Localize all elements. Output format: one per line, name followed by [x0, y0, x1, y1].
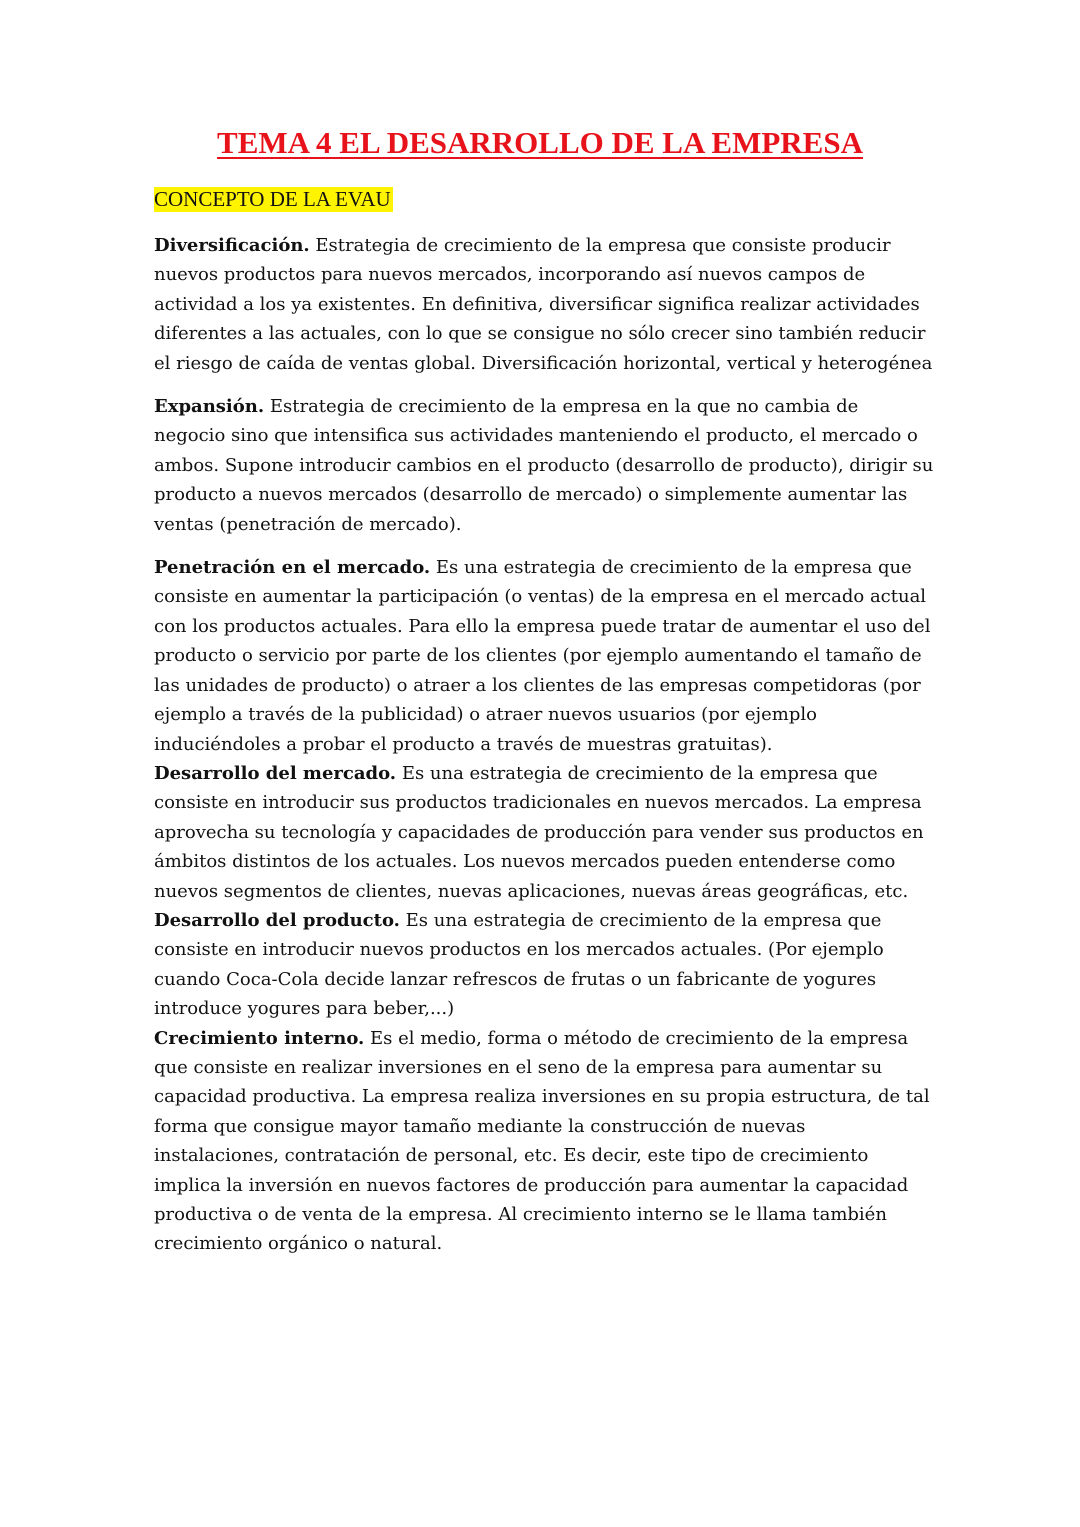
page-title-text: TEMA 4 EL DESARROLLO DE LA EMPRESA [217, 125, 863, 160]
section-heading [154, 186, 393, 212]
definition-term: Crecimiento interno. [154, 1027, 365, 1049]
page-title [0, 124, 1080, 161]
definition-text: Es una estrategia de crecimiento de la empresa que consiste en aumentar la participación (o ventas) de la empresa en el mercado actual con los productos actuales. Para ello la empresa puede tratar de aumentar el uso del producto o servicio por parte de los clientes (por ejemplo aumentando el tamaño de las unidades de producto) o atraer a los clientes de las empresas competidoras (por ejemplo a través de la publicidad) o atraer nuevos usuarios (por ejemplo induciéndoles a probar el producto a través de muestras gratuitas). [154, 557, 931, 755]
definition-text: Es una estrategia de crecimiento de la empresa que consiste en introducir nuevos productos en los mercados actuales. (Por ejemplo cuando Coca-Cola decide lanzar refrescos de frutas o un fabricante de yogures introduce yogures para beber,...) [154, 909, 884, 1020]
definition-term: Desarrollo del producto. [154, 909, 400, 931]
definition-paragraph-crecimiento-interno [154, 1024, 934, 1259]
definition-text: Es el medio, forma o método de crecimiento de la empresa que consiste en realizar inversiones en el seno de la empresa para aumentar su capacidad productiva. La empresa realiza inversiones en su propia estructura, de tal forma que consigue mayor tamaño mediante la construcción de nuevas instalaciones, contratación de personal, etc. Es decir, este tipo de crecimiento implica la inversión en nuevos factores de producción para aumentar la capacidad productiva o de venta de la empresa. Al crecimiento interno se le llama también crecimiento orgánico o natural. [154, 1027, 930, 1255]
definition-term: Expansión. [154, 396, 265, 418]
definition-paragraph-desarrollo-producto [154, 906, 934, 1024]
section-heading-text: CONCEPTO DE LA EVAU [154, 187, 391, 211]
definition-term: Desarrollo del mercado. [154, 762, 397, 784]
definition-term: Diversificación. [154, 235, 310, 256]
definition-paragraph-expansion [154, 392, 934, 539]
definition-text: Estrategia de crecimiento de la empresa que consiste producir nuevos productos para nuevos mercados, incorporando así nuevos campos de actividad a los ya existentes. En definitiva, diversificar significa realizar actividades diferentes a las actuales, con lo que se consigue no sólo crecer sino también reducir el riesgo de caída de ventas global. Diversificación horizontal, vertical y heterogénea [154, 235, 933, 374]
definition-text: Es una estrategia de crecimiento de la empresa que consiste en introducir sus productos tradicionales en nuevos mercados. La empresa aprovecha su tecnología y capacidades de producción para vender sus productos en ámbitos distintos de los actuales. Los nuevos mercados pueden entenderse como nuevos segmentos de clientes, nuevas aplicaciones, nuevas áreas geográficas, etc. [154, 762, 924, 902]
definition-paragraph-penetracion [154, 553, 934, 759]
definition-paragraph-diversificacion [154, 231, 934, 378]
definition-paragraph-desarrollo-mercado [154, 759, 934, 906]
definition-term: Penetración en el mercado. [154, 557, 431, 579]
definitions-body [154, 231, 934, 1259]
definition-text: Estrategia de crecimiento de la empresa en la que no cambia de negocio sino que intensifica sus actividades manteniendo el producto, el mercado o ambos. Supone introducir cambios en el producto (desarrollo de producto), dirigir su producto a nuevos mercados (desarrollo de mercado) o simplemente aumentar las ventas (penetración de mercado). [154, 396, 934, 535]
